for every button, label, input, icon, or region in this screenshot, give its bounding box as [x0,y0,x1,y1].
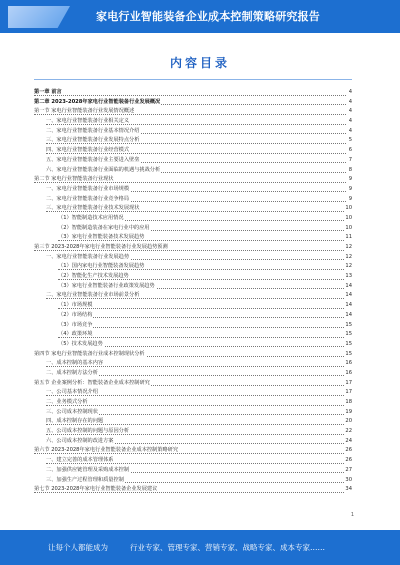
toc-leader [58,301,346,309]
toc-entry-title: 二、家电行业智能装备行业竞争格局 [46,195,130,202]
toc-entry-page: 15 [344,321,352,331]
toc-entry-page: 15 [344,340,352,350]
toc-entry[interactable] [34,369,352,379]
toc-entry-page: 30 [344,476,352,486]
toc-entry[interactable] [34,456,352,466]
toc-entry-title: （1）市场规模 [58,302,93,309]
toc-entry[interactable] [34,427,352,437]
toc-entry-page: 27 [344,466,352,476]
page-footer [0,530,400,565]
toc-entry[interactable] [34,156,352,166]
toc-entry[interactable] [34,282,352,292]
toc-entry[interactable] [34,388,352,398]
toc-entry-title: 一、家电行业智能装备行业相关定义 [46,118,130,125]
toc-entry-title: 第四节 家电行业智能装备行业成本控制现状分析 [34,350,145,357]
toc-entry[interactable] [34,437,352,447]
toc-entry-title: 三、家电行业智能装备行业技术发展现状 [46,205,140,212]
toc-entry-title: 二、家电行业智能装备行业市场前景分析 [46,292,140,299]
toc-entry-title: 第三节 2023-2028年家电行业智能装备行业发展趋势预测 [34,244,168,250]
toc-entry-title: （3）市场竞争 [58,321,93,328]
toc-entry[interactable] [34,272,352,282]
toc-entry[interactable] [34,359,352,369]
toc-entry[interactable] [34,446,352,456]
toc-entry-page: 14 [344,282,352,292]
toc-entry-page: 13 [344,272,352,282]
toc-entry-title: 第一节 家电行业智能装备行业发展情况概述 [34,108,135,115]
toc-entry-title: 一、建立完善的成本管理体系 [46,457,114,464]
toc-entry-page: 12 [344,253,352,263]
toc-entry-page: 24 [344,437,352,447]
toc-entry[interactable] [34,340,352,350]
table-of-contents [34,88,352,495]
toc-entry-page: 4 [348,117,352,127]
toc-entry-page: 7 [348,156,352,166]
toc-entry-title: 一、成本控制的基本内容 [46,360,104,367]
toc-entry-title: 六、公司成本控制的改进方案 [46,437,114,444]
toc-entry-title: 四、家电行业智能装备行业经营模式 [46,147,130,154]
toc-entry-title: 一、家电行业智能装备行业发展趋势 [46,253,130,260]
toc-entry-title: 一、家电行业智能装备行业市场规模 [46,185,130,192]
toc-leader [34,88,346,96]
toc-entry-title: 第五节 企业案例分析：智能装备企业成本控制研究 [34,379,150,386]
toc-entry-title: 一、公司基本情况介绍 [46,389,98,396]
toc-entry-page: 11 [344,233,352,243]
footer-slogan: 让每个人都能成为 [48,543,108,552]
toc-entry[interactable] [34,166,352,176]
toc-entry[interactable] [34,321,352,331]
toc-entry-page: 12 [344,262,352,272]
toc-entry-page: 20 [344,417,352,427]
toc-entry-title: 五、公司成本控制的问题与原因分析 [46,428,130,435]
toc-entry-page: 26 [344,446,352,456]
toc-leader [46,398,346,406]
toc-entry[interactable] [34,350,352,360]
toc-entry-title: 二、业务模式分析 [46,399,88,405]
toc-entry-page: 34 [344,485,352,495]
toc-entry-title: 三、公司成本控制现状 [46,408,98,415]
toc-entry[interactable] [34,379,352,389]
toc-entry-page: 12 [344,243,352,253]
toc-entry-title: 三、家电行业智能装备行业发展特点分析 [46,137,140,144]
toc-entry[interactable] [34,146,352,156]
toc-entry[interactable] [34,476,352,486]
toc-entry[interactable] [34,185,352,195]
toc-entry[interactable] [34,408,352,418]
toc-entry-title: （2）智能制造装备在家电行业中的应用 [58,224,150,231]
toc-entry-page: 6 [348,146,352,156]
toc-entry[interactable] [34,127,352,137]
toc-entry-title: （1）智能制造技术应用情况 [58,214,124,221]
toc-entry-title: 第六节 2023-2028年家电行业智能装备企业成本控制策略研究 [34,447,179,454]
heading-divider [34,79,352,80]
toc-entry-title: 第一章 前言 [34,89,62,95]
header-logo [8,6,70,28]
toc-entry-page: 9 [348,175,352,185]
toc-entry-page: 26 [344,456,352,466]
toc-entry-page: 4 [348,127,352,137]
toc-entry-title: 第七节 2023-2028年家电行业智能装备企业发展建议 [34,486,158,493]
toc-entry[interactable] [34,224,352,234]
toc-entry-title: （4）政策环境 [58,331,93,338]
toc-entry-page: 8 [348,166,352,176]
toc-entry-page: 17 [344,388,352,398]
report-title: 家电行业智能装备企业成本控制策略研究报告 [96,10,320,23]
toc-entry-page: 5 [348,136,352,146]
toc-entry[interactable] [34,195,352,205]
toc-entry-title: 五、家电行业智能装备行业主要进入壁垒 [46,156,140,163]
toc-entry-title: 第二节 家电行业智能装备行业现状 [34,176,114,183]
page-header [0,0,400,33]
toc-entry-title: （3）家电行业智能装备行业政策发展趋势 [58,282,155,289]
toc-entry[interactable] [34,117,352,127]
toc-entry[interactable] [34,311,352,321]
footer-tagline: 行业专家、管理专家、营销专家、战略专家、成本专家…… [130,543,325,552]
toc-leader [58,321,346,329]
toc-entry[interactable] [34,214,352,224]
toc-entry-title: （2）智能化生产技术发展趋势 [58,273,129,280]
toc-entry-title: （3）家电行业智能装备技术发展趋势 [58,234,145,241]
toc-entry-page: 4 [348,98,352,108]
toc-entry-title: 第二章 2023-2028年家电行业智能装备行业发展概况 [34,98,161,105]
toc-entry-page: 4 [348,88,352,98]
toc-entry[interactable] [34,291,352,301]
toc-entry[interactable] [34,243,352,253]
toc-entry-page: 22 [344,427,352,437]
toc-entry[interactable] [34,136,352,146]
toc-entry[interactable] [34,88,352,98]
toc-entry[interactable] [34,175,352,185]
toc-entry-page: 9 [348,185,352,195]
toc-entry[interactable] [34,233,352,243]
toc-entry-page: 14 [344,301,352,311]
toc-entry-page: 15 [344,350,352,360]
toc-entry-title: 二、成本控制方法分析 [46,369,98,376]
toc-leader [58,311,346,319]
toc-entry-title: （5）技术发展趋势 [58,340,103,347]
toc-entry[interactable] [34,301,352,311]
toc-entry-page: 17 [344,379,352,389]
toc-entry-title: 六、家电行业智能装备行业面临的机遇与挑战分析 [46,166,161,173]
toc-entry-title: 四、成本控制存在的问题 [46,418,104,425]
toc-entry-title: （1）国内家电行业智能装备发展趋势 [58,263,145,270]
toc-entry[interactable] [34,485,352,495]
toc-entry-page: 14 [344,311,352,321]
toc-entry[interactable] [34,330,352,340]
toc-entry[interactable] [34,466,352,476]
toc-entry[interactable] [34,398,352,408]
toc-entry[interactable] [34,98,352,108]
toc-entry[interactable] [34,417,352,427]
toc-heading: 内容目录 [169,56,230,70]
toc-entry-page: 18 [344,398,352,408]
toc-entry-page: 16 [344,369,352,379]
toc-entry-page: 4 [348,107,352,117]
toc-entry-title: 二、加强供应链管理及采购成本控制 [46,466,130,473]
toc-entry[interactable] [34,204,352,214]
toc-entry[interactable] [34,253,352,263]
toc-entry-page: 15 [344,330,352,340]
toc-entry-page: 10 [344,204,352,214]
toc-entry-page: 9 [348,195,352,205]
toc-entry-page: 10 [344,214,352,224]
toc-entry-title: 三、加强生产过程管理和质量控制 [46,476,124,483]
toc-entry-page: 19 [344,408,352,418]
toc-entry-page: 10 [344,224,352,234]
toc-entry[interactable] [34,262,352,272]
toc-entry-page: 14 [344,291,352,301]
toc-entry-page: 16 [344,359,352,369]
page-number: 1 [350,512,354,518]
toc-entry-title: 二、家电行业智能装备行业基本情况介绍 [46,127,140,134]
toc-entry[interactable] [34,107,352,117]
toc-leader [58,330,346,338]
toc-entry-title: （2）市场结构 [58,311,93,318]
